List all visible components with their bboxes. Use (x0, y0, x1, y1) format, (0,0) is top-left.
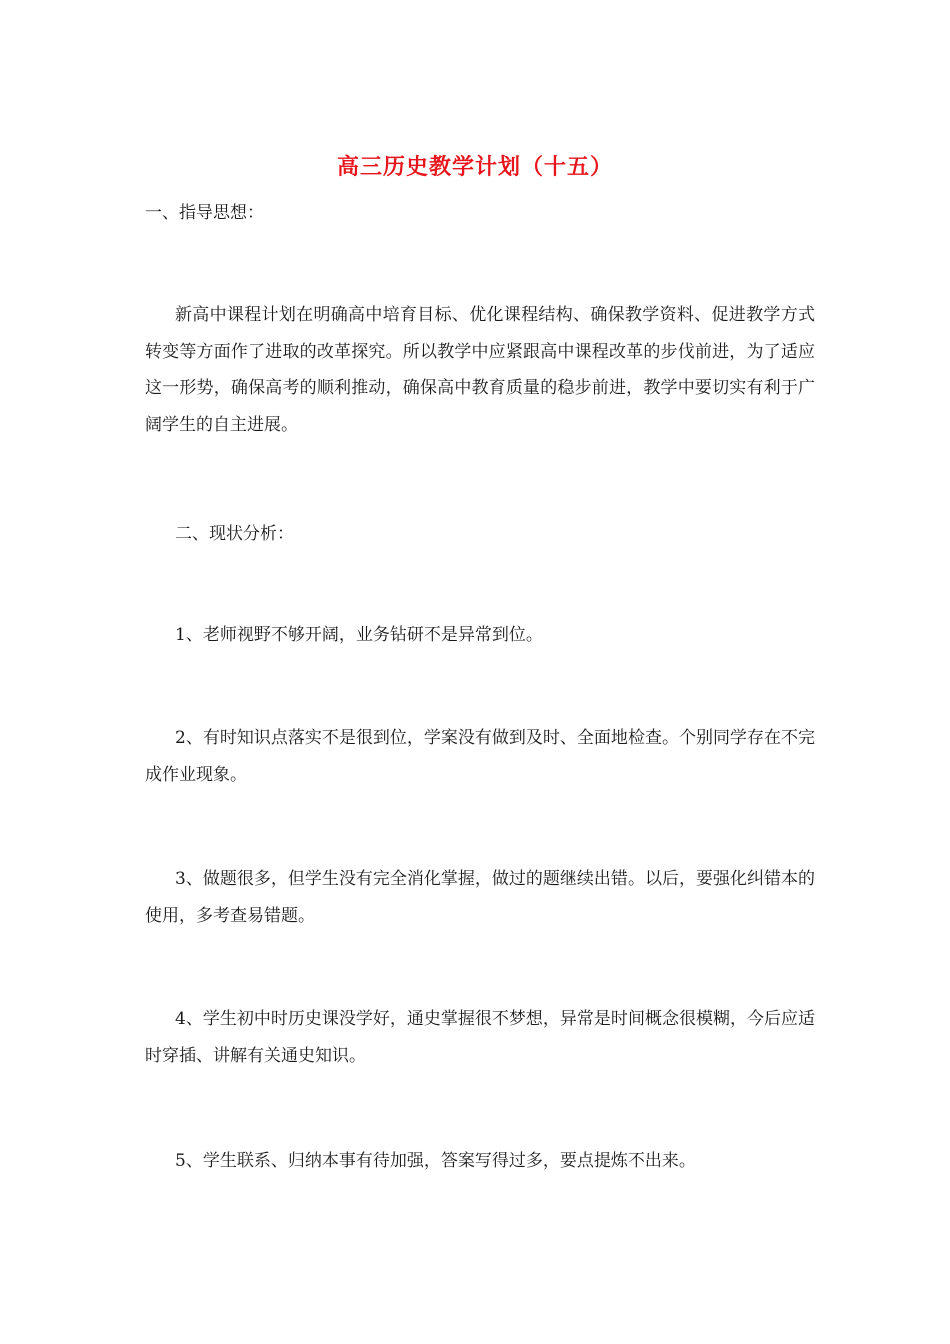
analysis-item-2: 2、有时知识点落实不是很到位，学案没有做到及时、全面地检查。个别同学存在不完成作业现象。 (145, 728, 815, 785)
document-title: 高三历史教学计划（十五） (336, 154, 613, 180)
analysis-item-3: 3、做题很多，但学生没有完全消化掌握，做过的题继续出错。以后，要强化纠错本的使用，多考查易错题。 (145, 869, 815, 926)
section-heading-status-analysis: 二、现状分析： (175, 524, 294, 544)
analysis-item-1: 1、老师视野不够开阔，业务钻研不是异常到位。 (175, 625, 543, 645)
analysis-item-4: 4、学生初中时历史课没学好，通史掌握很不梦想，异常是时间概念很模糊，今后应适时穿插、讲解有关通史知识。 (145, 1009, 815, 1066)
analysis-item-5: 5、学生联系、归纳本事有待加强，答案写得过多，要点提炼不出来。 (175, 1151, 696, 1171)
section-heading-guiding-ideology: 一、指导思想： (145, 203, 264, 223)
intro-paragraph: 新高中课程计划在明确高中培育目标、优化课程结构、确保教学资料、促进教学方式转变等方面作了进取的改革探究。所以教学中应紧跟高中课程改革的步伐前进，为了适应这一形势，确保高考的顺利推动，确保高中教育质量的稳步前进，教学中要切实有利于广阔学生的自主进展。 (145, 305, 815, 435)
